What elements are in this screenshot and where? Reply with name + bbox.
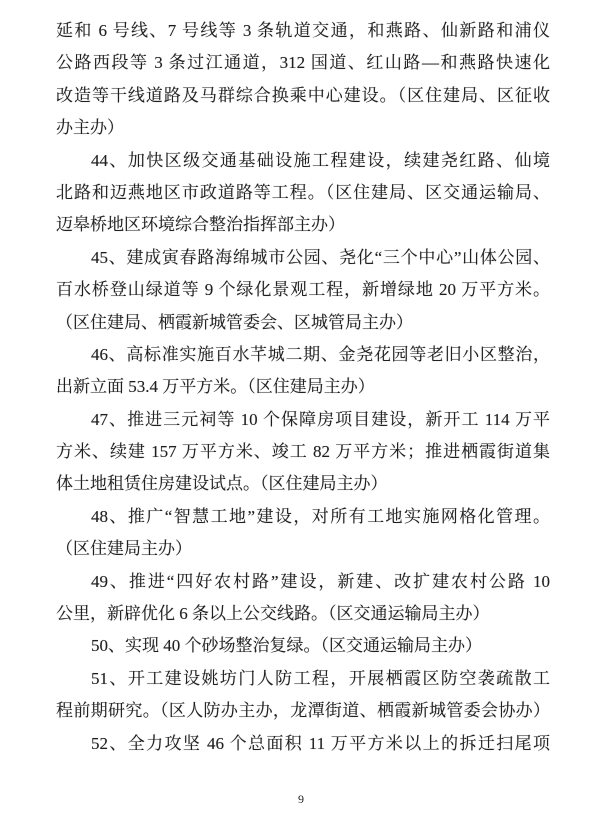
text-line: 44、加快区级交通基础设施工程建设，续建尧红路、仙境 — [91, 150, 550, 170]
text-block — [56, 15, 550, 760]
text-line: 体土地租赁住房建设试点。（区住建局主办） — [56, 474, 388, 494]
text-line: 改造等干线道路及马群综合换乘中心建设。（区住建局、区征收 — [56, 85, 550, 105]
text-line: 52、全力攻坚 46 个总面积 11 万平方米以上的拆迁扫尾项 — [91, 733, 550, 753]
text-line: 50、实现 40 个砂场整治复绿。（区交通运输局主办） — [91, 636, 482, 656]
text-line: 迈皋桥地区环境综合整治指挥部主办） — [56, 215, 345, 235]
text-line: 北路和迈燕地区市政道路等工程。（区住建局、区交通运输局、 — [56, 182, 550, 202]
text-line: 49、推进“四好农村路”建设，新建、改扩建农村公路 10 — [91, 571, 550, 591]
text-line: 百水桥登山绿道等 9 个绿化景观工程，新增绿地 20 万平方米。 — [56, 280, 550, 300]
text-line: 延和 6 号线、7 号线等 3 条轨道交通，和燕路、仙新路和浦仪 — [56, 21, 550, 40]
text-line: 出新立面 53.4 万平方米。（区住建局主办） — [56, 377, 375, 397]
text-line: 51、开工建设姚坊门人防工程，开展栖霞区防空袭疏散工 — [91, 668, 550, 688]
page-number: 9 — [298, 792, 304, 806]
text-line: 45、建成寅春路海绵城市公园、尧化“三个中心”山体公园、 — [91, 247, 550, 267]
text-line: 公路西段等 3 条过江通道，312 国道、红山路—和燕路快速化 — [56, 53, 550, 73]
text-line: （区住建局、栖霞新城管委会、区城管局主办） — [56, 312, 413, 332]
text-line: 方米、续建 157 万平方米、竣工 82 万平方米；推进栖霞街道集 — [56, 442, 550, 462]
text-line: 47、推进三元祠等 10 个保障房项目建设，新开工 114 万平 — [91, 409, 550, 429]
text-line: 办主办） — [56, 118, 124, 138]
text-line: 48、推广“智慧工地”建设，对所有工地实施网格化管理。 — [91, 506, 550, 526]
text-line: （区住建局主办） — [56, 539, 192, 559]
text-line: 公里，新辟优化 6 条以上公交线路。（区交通运输局主办） — [56, 604, 490, 624]
text-line: 程前期研究。（区人防办主办，龙潭街道、栖霞新城管委会协办） — [56, 701, 550, 721]
text-line: 46、高标准实施百水芊城二期、金尧花园等老旧小区整治， — [91, 344, 550, 364]
